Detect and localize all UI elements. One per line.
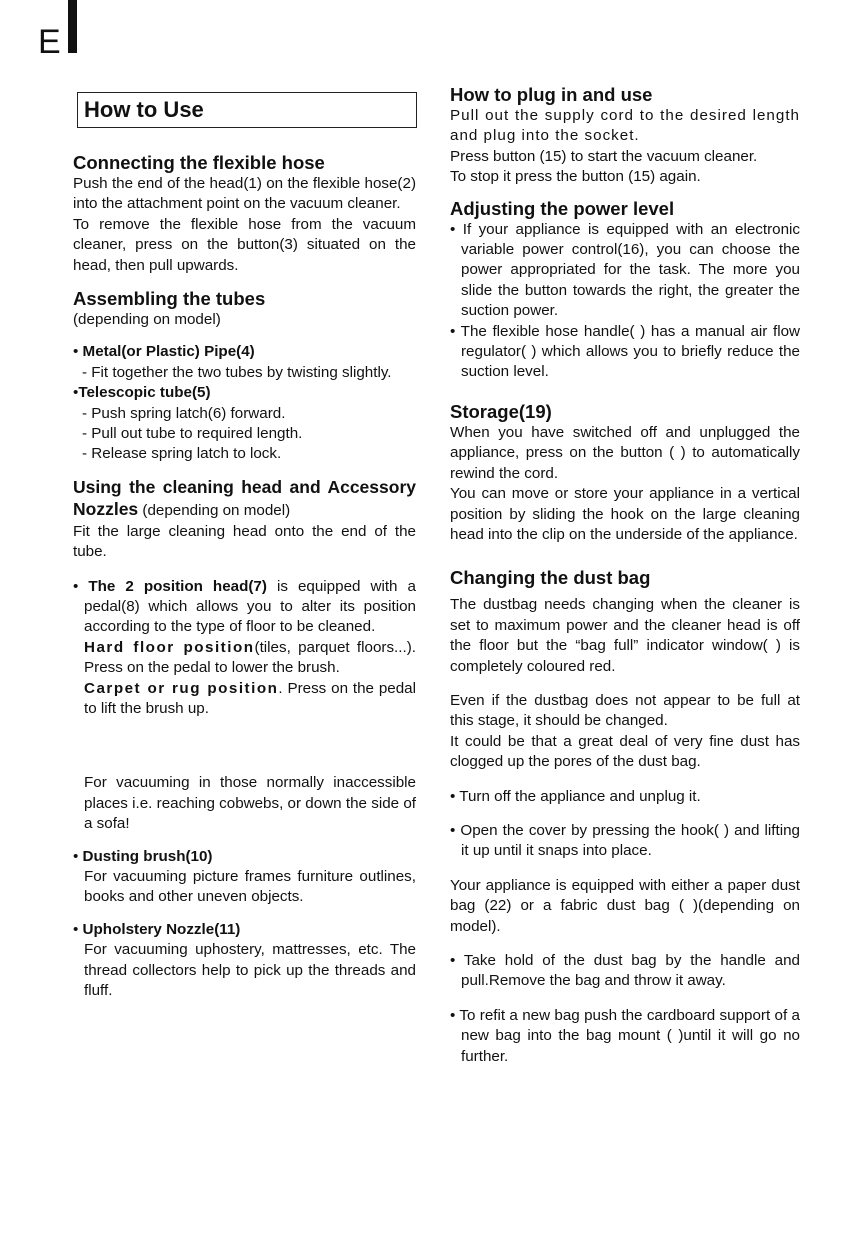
paragraph: For vacuuming uphostery, mattresses, etc. The thread collectors help to pick up the threads and fluff. bbox=[84, 941, 416, 999]
list-item: • Turn off the appliance and unplug it. bbox=[450, 787, 701, 805]
section-heading-assembling-tubes: Assembling the tubes bbox=[73, 288, 266, 310]
paragraph: Even if the dustbag does not appear to be full at this stage, it should be changed. bbox=[450, 691, 800, 730]
left-column bbox=[73, 84, 416, 1001]
heading-text: Using the cleaning head and Accessory Nozzles bbox=[73, 476, 416, 520]
list-item: • The 2 position head(7) is equipped with a pedal(8) which allows you to alter its position according to the type of floor to be cleaned. bbox=[73, 577, 416, 636]
list-item: • Dusting brush(10) bbox=[73, 847, 213, 865]
item-text: is equipped with a pedal(8) which allows you to alter its position according to the type of floor to be cleaned. bbox=[84, 577, 416, 636]
paragraph: Pull out the supply cord to the desired length and plug into the socket. bbox=[450, 107, 800, 145]
item-text: (tiles, parquet floors...). Press on the pedal to lower the brush. bbox=[84, 638, 416, 677]
paragraph bbox=[73, 679, 416, 720]
list-item: •Telescopic tube(5) bbox=[73, 384, 211, 402]
list-item: • To refit a new bag push the cardboard support of a new bag into the bag mount ( )until it will go no further. bbox=[450, 1006, 800, 1065]
list-item: • Take hold of the dust bag by the handle and pull.Remove the bag and throw it away. bbox=[450, 952, 800, 990]
list-item: • Metal(or Plastic) Pipe(4) bbox=[73, 343, 255, 361]
list-item: • Open the cover by pressing the hook( ) and lifting it up until it snaps into place. bbox=[450, 821, 800, 860]
list-item: - Release spring latch to lock. bbox=[82, 445, 282, 463]
list-item: • Upholstery Nozzle(11) bbox=[73, 920, 241, 938]
section-heading-storage: Storage(19) bbox=[450, 400, 552, 422]
section-heading-plug-in: How to plug in and use bbox=[450, 84, 653, 105]
right-column bbox=[450, 84, 800, 1067]
paragraph: It could be that a great deal of very fine dust has clogged up the pores of the dust bag. bbox=[450, 732, 800, 771]
list-item: - Fit together the two tubes by twisting slightly. bbox=[82, 363, 392, 381]
paragraph: To remove the flexible hose from the vacuum cleaner, press on the button(3) situated on the head, then pull upwards. bbox=[73, 215, 416, 274]
item-title: The 2 position head(7) bbox=[88, 577, 267, 595]
header-bar bbox=[68, 0, 77, 53]
item-title: Telescopic tube(5) bbox=[78, 384, 211, 402]
paragraph: Fit the large cleaning head onto the end of the tube. bbox=[73, 522, 416, 561]
item-title: Metal(or Plastic) Pipe(4) bbox=[82, 343, 255, 361]
list-item: • The flexible hose handle( ) has a manual air flow regulator( ) which allows you to briefly reduce the suction level. bbox=[450, 322, 800, 381]
section-heading-connecting-hose: Connecting the flexible hose bbox=[73, 152, 325, 173]
list-item: • If your appliance is equipped with an electronic variable power control(16), you can choose the power appropriated for the task. The more you slide the button towards the right, the greater the suction power. bbox=[450, 220, 800, 320]
paragraph: The dustbag needs changing when the cleaner is set to maximum power and the cleaner head is off the floor but the “bag full” indicator window( ) is completely coloured red. bbox=[450, 596, 800, 675]
paragraph: For vacuuming in those normally inaccessible places i.e. reaching cobwebs, or down the side of a sofa! bbox=[84, 774, 416, 833]
language-indicator: E bbox=[38, 23, 61, 61]
paragraph: When you have switched off and unplugged the appliance, press on the button ( ) to automatically rewind the cord. bbox=[450, 423, 800, 482]
list-item: - Push spring latch(6) forward. bbox=[82, 404, 286, 422]
paragraph: You can move or store your appliance in a vertical position by sliding the hook on the large cleaning head into the clip on the underside of the appliance. bbox=[450, 485, 800, 543]
section-note: (depending on model) bbox=[73, 311, 221, 329]
paragraph bbox=[73, 638, 416, 679]
paragraph: Press button (15) to start the vacuum cleaner. bbox=[450, 147, 758, 165]
paragraph: For vacuuming picture frames furniture outlines, books and other uneven objects. bbox=[84, 867, 416, 906]
paragraph: Your appliance is equipped with either a paper dust bag (22) or a fabric dust bag ( )(depending on model). bbox=[450, 876, 800, 935]
paragraph: Push the end of the head(1) on the flexible hose(2) into the attachment point on the vacuum cleaner. bbox=[73, 175, 416, 213]
section-note: (depending on model) bbox=[142, 502, 291, 520]
paragraph: To stop it press the button (15) again. bbox=[450, 168, 701, 186]
item-text: . Press on the pedal to lift the brush up. bbox=[84, 679, 416, 717]
item-title: Dusting brush(10) bbox=[82, 847, 213, 865]
item-title: Carpet or rug position bbox=[84, 679, 279, 697]
item-title: Hard floor position bbox=[84, 638, 255, 656]
section-heading-power-level: Adjusting the power level bbox=[450, 197, 675, 219]
list-item: - Pull out tube to required length. bbox=[82, 425, 303, 443]
item-title: Upholstery Nozzle(11) bbox=[82, 920, 241, 938]
section-heading-cleaning-head bbox=[73, 477, 416, 522]
page-title: How to Use bbox=[77, 92, 417, 128]
section-heading-dust-bag: Changing the dust bag bbox=[450, 567, 651, 589]
